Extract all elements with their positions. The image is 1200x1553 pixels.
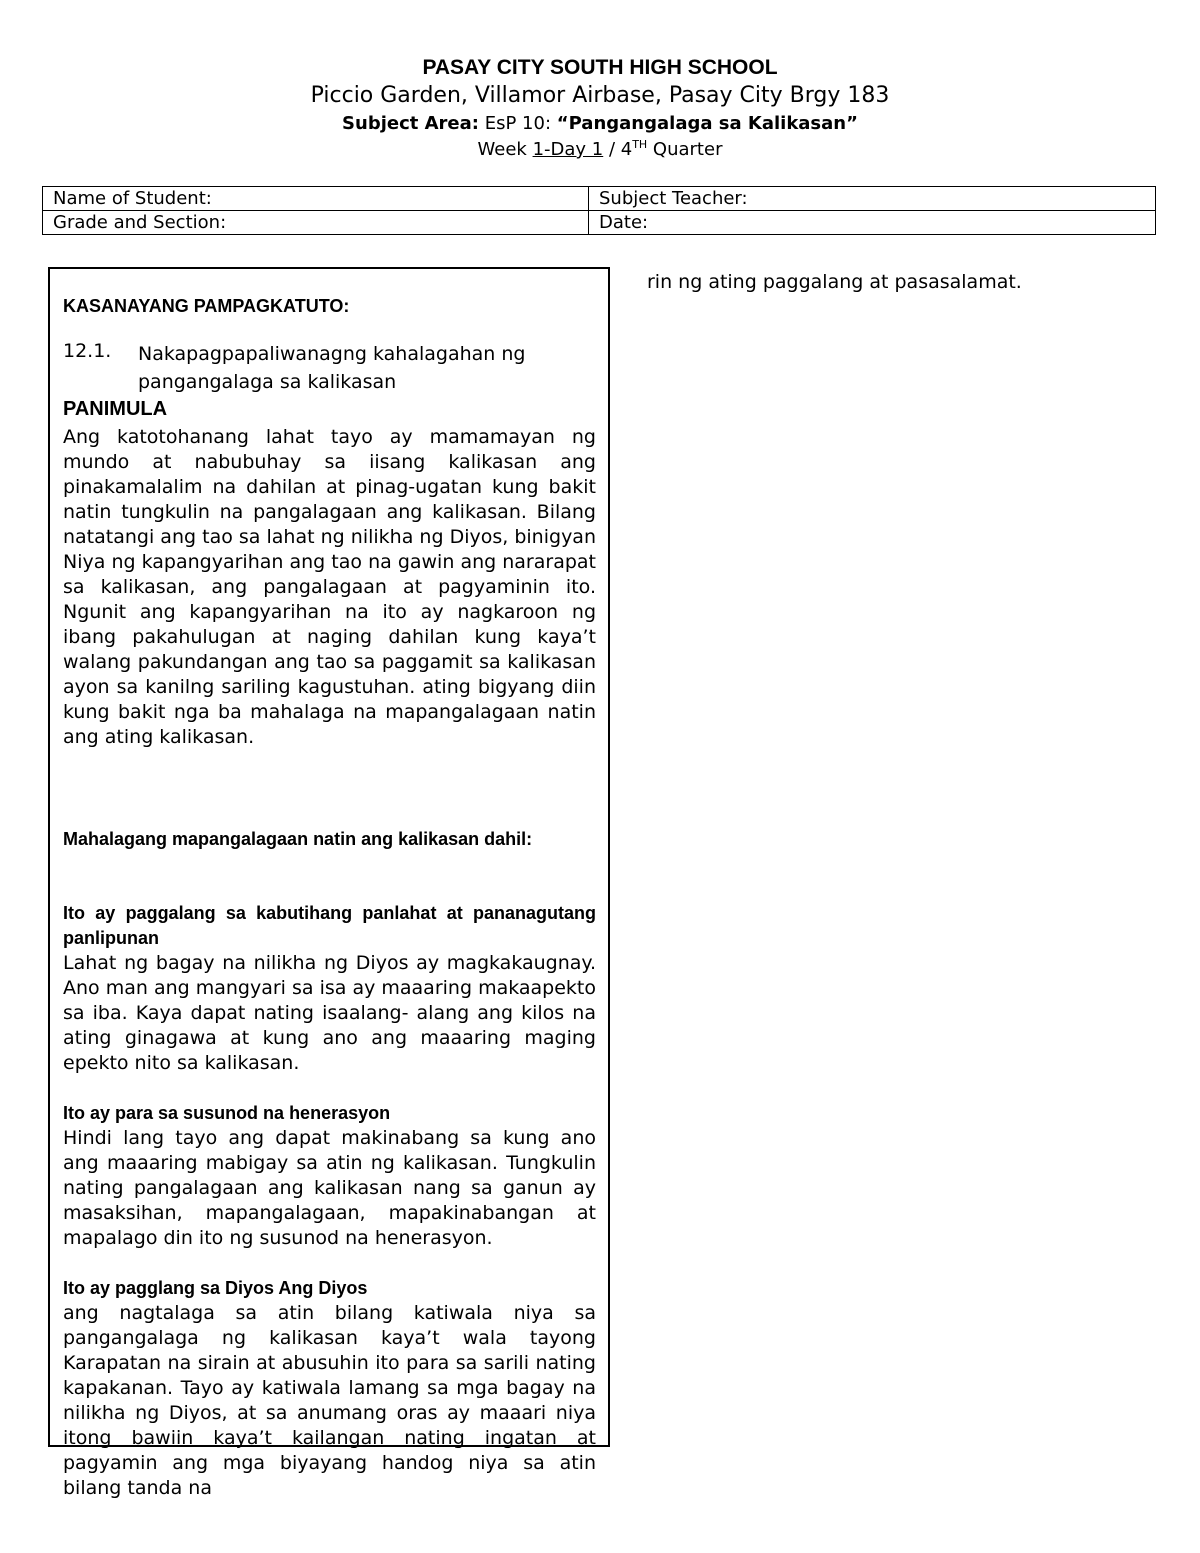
school-address: Piccio Garden, Villamor Airbase, Pasay City Brgy 183 xyxy=(310,83,890,108)
mahalaga-heading: Mahalagang mapangalagaan natin ang kalikasan dahil: xyxy=(63,829,533,849)
intro-paragraph: Ang katotohanang lahat tayo ay mamamayan ng mundo at nabubuhay sa iisang kalikasan ang pinakamalalim na dahilan at pinag-ugatan kung bakit natin tungkulin na pangalagaan ang kalikasan. Bilang natatangi ang tao sa lahat ng nilikha ng Diyos, binigyan Niya ng kapangyarihan ang tao na gawin ang nararapat sa kalikasan, ang pangalagaan at pagyaminin ito. Ngunit ang kapangyarihan na ito ay nagkaroon ng ibang pakahulugan at naging dahilan kung kaya’t walang pakundangan ang tao sa paggamit sa kalikasan ayon sa kanilng sariling kagustuhan. ating bigyang diin kung bakit nga ba mahalaga na mapangalagaan natin ang ating kalikasan. xyxy=(63,426,596,748)
table-row xyxy=(43,211,1156,235)
kasanayan-heading: KASANAYANG PAMPAGKATUTO: xyxy=(63,296,350,316)
school-name: PASAY CITY SOUTH HIGH SCHOOL xyxy=(422,56,778,79)
subject-teacher-cell[interactable]: Subject Teacher: xyxy=(589,187,1156,211)
reason-heading-1: Ito ay paggalang sa kabutihang panlahat at pananagutang panlipunan xyxy=(63,903,596,948)
table-row xyxy=(43,187,1156,211)
week-line xyxy=(0,138,1200,160)
reason-paragraph-2: Hindi lang tayo ang dapat makinabang sa kung ano ang maaaring mabigay sa atin ng kalikasan. Tungkulin nating pangalagaan ang kalikasan nang sa ganun ay masaksihan, mapangalagaan, mapakinabangan at mapalago din ito ng susunod na henerasyon. xyxy=(63,1127,596,1249)
week-suffix: Quarter xyxy=(647,139,723,160)
competency-number: 12.1. xyxy=(63,340,112,362)
reason-paragraph-3: ang nagtalaga sa atin bilang katiwala niya sa pangangalaga ng kalikasan kaya’t wala tayong Karapatan na sirain at abusuhin ito para sa sarili nating kapakanan. Tayo ay katiwala lamang sa mga bagay na nilikha ng Diyos, at sa anumang oras ay maaari niya itong bawiin kaya’t kailangan nating ingatan at pagyamin ang mga biyayang handog niya sa atin bilang tanda na xyxy=(63,1302,596,1499)
week-sup: TH xyxy=(632,138,648,151)
grade-section-cell[interactable]: Grade and Section: xyxy=(43,211,589,235)
reason-paragraph-1: Lahat ng bagay na nilikha ng Diyos ay magkakaugnay. Ano man ang mangyari sa isa ay maaaring makaapekto sa iba. Kaya dapat nating isaalang- alang ang kilos na ating ginagawa at kung ano ang maaaring maging epekto nito sa kalikasan. xyxy=(63,952,596,1074)
subject-title: “Pangangalaga sa Kalikasan” xyxy=(556,113,858,134)
date-cell[interactable]: Date: xyxy=(589,211,1156,235)
subject-label: Subject Area: xyxy=(342,113,479,134)
student-info-table xyxy=(42,186,1156,235)
right-column-text: rin ng ating paggalang at pasasalamat. xyxy=(647,271,1022,293)
name-of-student-cell[interactable]: Name of Student: xyxy=(43,187,589,211)
competency-text: Nakapagpapaliwanagng kahalagahan ng pangangalaga sa kalikasan xyxy=(138,343,526,393)
reason-heading-3: Ito ay pagglang sa Diyos Ang Diyos xyxy=(63,1278,368,1298)
week-day: 1-Day 1 xyxy=(532,139,604,160)
subject-code: EsP 10: xyxy=(484,113,552,134)
subject-area xyxy=(0,113,1200,134)
reason-heading-2: Ito ay para sa susunod na henerasyon xyxy=(63,1103,391,1123)
week-prefix: Week xyxy=(477,139,533,160)
panimula-heading: PANIMULA xyxy=(63,398,168,420)
week-sep: / 4 xyxy=(603,139,633,160)
